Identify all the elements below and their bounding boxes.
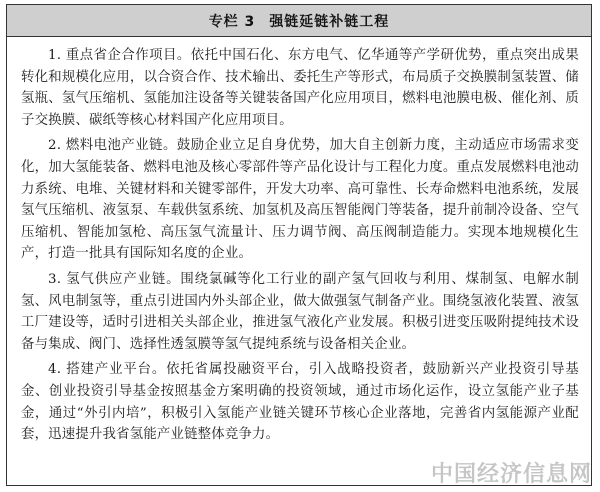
box-title xyxy=(209,11,390,31)
paragraph-3: 3. 氢气供应产业链。围绕氯碱等化工行业的副产氢气回收与利用、煤制氢、电解水制氢、风电制氢等，重点引进国内外头部企业，做大做强氢气制备产业。围绕氢液化装置、液氢工厂建设等，适时引进相关头部企业，推进氢气液化产业发展。积极引进变压吸附提纯技术设备与集成、阀门、选择性透氢膜等氢气提纯系统与设备相关企业。 xyxy=(21,271,579,352)
box-title-bar xyxy=(7,5,591,37)
paragraph-4: 4. 搭建产业平台。依托省属投融资平台，引入战略投资者，鼓励新兴产业投资引导基金、创业投资引导基金按照基金方案明确的投资领域，通过市场化运作，设立氢能产业子基金，通过“外引内培”，积极引入氢能产业链关键环节核心企业落地，完善省内氢能源产业配套，迅速提升我省氢能产业链整体竞争力。 xyxy=(21,362,579,443)
feature-box xyxy=(6,4,592,486)
watermark-logo: 中国经济信息网 xyxy=(430,462,592,487)
box-title-text: 强链延链补链工程 xyxy=(269,13,390,30)
paragraph-1: 1. 重点省企合作项目。依托中国石化、东方电气、亿华通等产学研优势，重点突出成果转化和规模化应用，以合资合作、技术输出、委托生产等形式，布局质子交换膜制氢装置、储氢瓶、氢气压缩机、氢能加注设备等关键装备国产化应用项目，燃料电池膜电极、催化剂、质子交换膜、碳纸等核心材料国产化应用项目。 xyxy=(21,48,579,128)
box-title-label: 专栏 3 xyxy=(208,13,256,30)
box-content xyxy=(7,37,591,446)
paragraph-2: 2. 燃料电池产业链。鼓励企业立足自身优势，加大自主创新力度，主动适应市场需求变化，加大氢能装备、燃料电池及核心零部件等产品化设计与工程化力度。重点发展燃料电池动力系统、电堆、关键材料和关键零部件，开发大功率、高可靠性、长寿命燃料电池系统，发展氢气压缩机、液氢泵、车载供氢系统、加氢机及高压智能阀门等装备，提升前制冷设备、空气压缩机、智能加氢枪、高压氢气流量计、压力调节阀、高压阀制造能力。实现本地规模化生产，打造一批具有国际知名度的企业。 xyxy=(21,138,579,262)
